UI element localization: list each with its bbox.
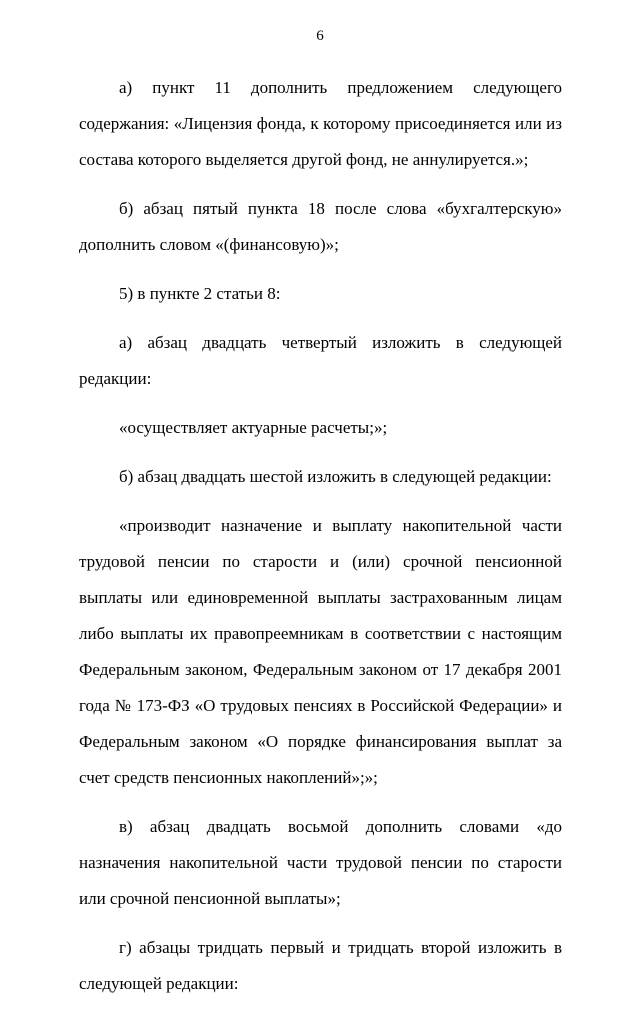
paragraph: б) абзац пятый пункта 18 после слова «бухгалтерскую» дополнить словом «(финансовую)»; — [79, 199, 562, 254]
paragraph: в) абзац двадцать восьмой дополнить словами «до назначения накопительной части трудовой пенсии по старости или срочной пенсионной выплаты»; — [79, 817, 562, 908]
paragraph: «производит назначение и выплату накопительной части трудовой пенсии по старости и (или) срочной пенсионной выплаты или единовременной выплаты застрахованным лицам либо выплаты их правопреемникам в соответствии с настоящим Федеральным законом, Федеральным законом от 17 декабря 2001 года № 173-ФЗ «О трудовых пенсиях в Российской Федерации» и Федеральным законом «О порядке финансирования выплат за счет средств пенсионных накоплений»;»; — [79, 516, 562, 787]
paragraph: б) абзац двадцать шестой изложить в следующей редакции: — [119, 467, 552, 486]
paragraph: «осуществляет актуарные расчеты;»; — [119, 418, 388, 437]
paragraph: а) абзац двадцать четвертый изложить в следующей редакции: — [79, 333, 562, 388]
paragraph: 5) в пункте 2 статьи 8: — [119, 284, 281, 303]
paragraph: г) абзацы тридцать первый и тридцать второй изложить в следующей редакции: — [79, 938, 562, 993]
document-body — [79, 70, 562, 1015]
page-number: 6 — [316, 28, 324, 44]
paragraph: а) пункт 11 дополнить предложением следующего содержания: «Лицензия фонда, к которому присоединяется или из состава которого выделяется другой фонд, не аннулируется.»; — [79, 78, 562, 169]
